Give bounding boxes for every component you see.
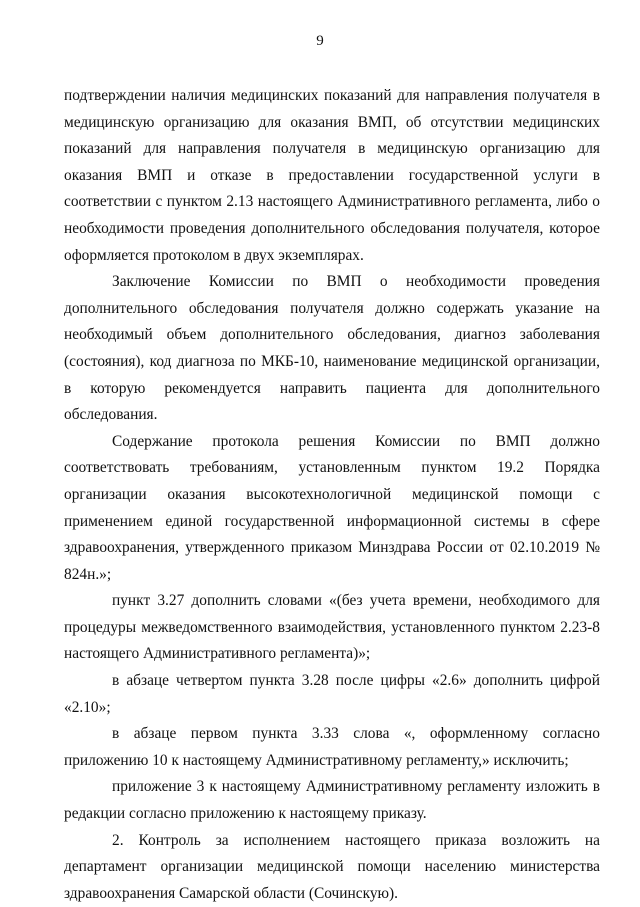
paragraph-continuation: подтверждении наличия медицинских показаний для направления получателя в медицинскую организацию для оказания ВМП, об отсутствии медицинских показаний для направления получателя в медицинскую организацию для оказания ВМП и отказе в предоставлении государственной услуги в соответствии с пунктом 2.13 настоящего Административного регламента, либо о необходимости проведения дополнительного обследования получателя, которое оформляется протоколом в двух экземплярах.: [64, 87, 600, 264]
document-body: [64, 83, 600, 907]
paragraph-conclusion-commission: Заключение Комиссии по ВМП о необходимости проведения дополнительного обследования получателя должно содержать указание на необходимый объем дополнительного обследования, диагноз заболевания (состояния), код диагноза по МКБ-10, наименование медицинской организации, в которую рекомендуется направить пациента для дополнительного обследования.: [64, 273, 600, 424]
paragraph-clause-3-28: в абзаце четвертом пункта 3.28 после цифры «2.6» дополнить цифрой «2.10»;: [64, 672, 600, 716]
paragraph-clause-3-33: в абзаце первом пункта 3.33 слова «, оформленному согласно приложению 10 к настоящему Административному регламенту,» исключить;: [64, 725, 600, 769]
paragraph-clause-3-27: пункт 3.27 дополнить словами «(без учета времени, необходимого для процедуры межведомственного взаимодействия, установленного пунктом 2.23-8 настоящего Административного регламента)»;: [64, 592, 600, 663]
paragraph-protocol-content: Содержание протокола решения Комиссии по ВМП должно соответствовать требованиям, установленным пунктом 19.2 Порядка организации оказания высокотехнологичной медицинской помощи с применением единой государственной информационной системы в сфере здравоохранения, утвержденного приказом Минздрава России от 02.10.2019 № 824н.»;: [64, 432, 600, 583]
paragraph-item-2-control: 2. Контроль за исполнением настоящего приказа возложить на департамент организации медицинской помощи населению министерства здравоохранения Самарской области (Сочинскую).: [64, 831, 600, 902]
paragraph-appendix-3: приложение 3 к настоящему Административному регламенту изложить в редакции согласно приложению к настоящему приказу.: [64, 778, 600, 823]
page-number: 9: [316, 33, 324, 49]
